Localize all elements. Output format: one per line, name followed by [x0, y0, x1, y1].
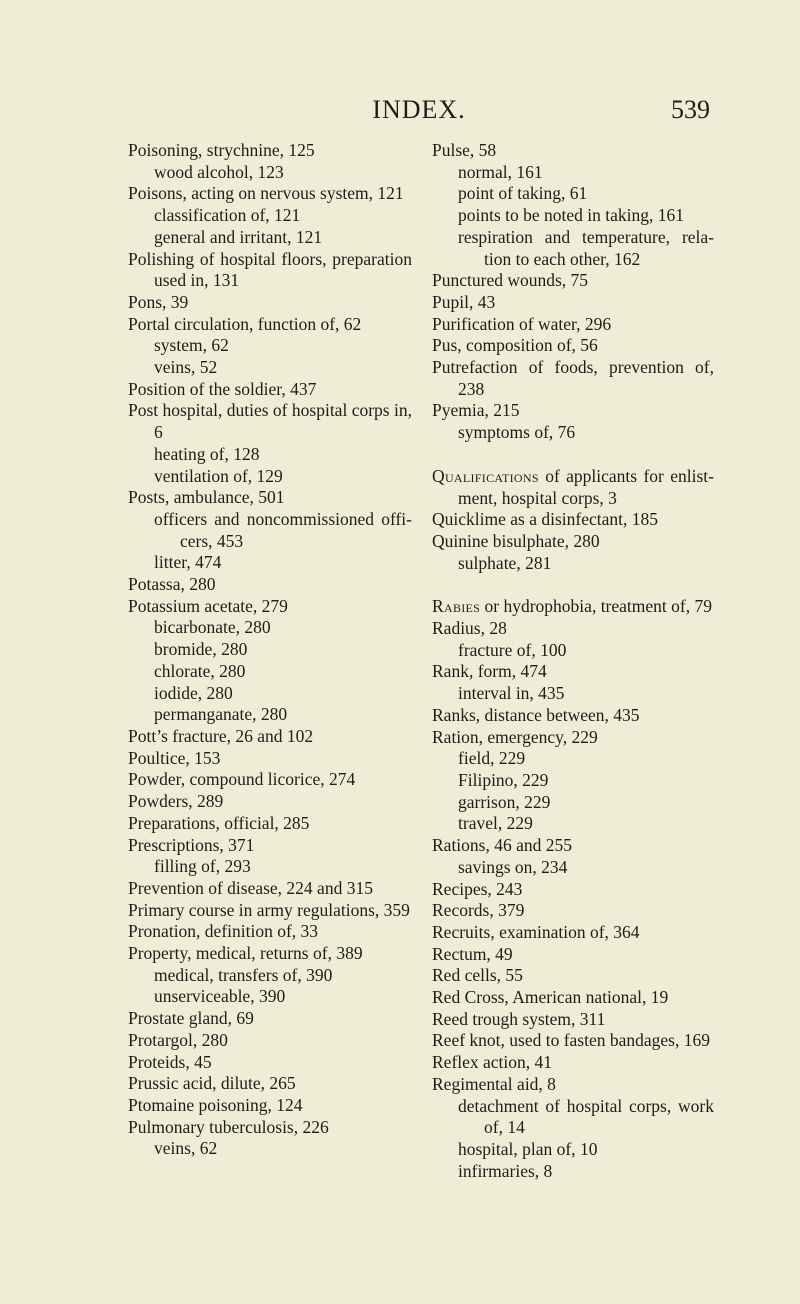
entry-text: Putrefaction of foods, prevention of, 238	[432, 357, 714, 399]
entry-text: Punctured wounds, 75	[432, 270, 589, 291]
index-subentry	[458, 640, 714, 662]
entry-text: Ptomaine poisoning, 124	[128, 1094, 303, 1115]
entry-text: Preparations, official, 285	[128, 812, 310, 833]
entry-text: Rectum, 49	[432, 943, 513, 964]
entry-text: Pott’s fracture, 26 and 102	[128, 725, 314, 746]
entry-text: Poultice, 153	[128, 747, 221, 768]
index-subentry	[458, 553, 714, 575]
entry-text: Rations, 46 and 255	[432, 835, 572, 856]
index-subentry	[154, 683, 412, 705]
index-entry	[128, 921, 412, 943]
entry-text: Pus, composition of, 56	[432, 335, 598, 356]
entry-text: ventilation of, 129	[154, 465, 283, 486]
index-entry	[432, 661, 714, 683]
entry-text: Ration, emergency, 229	[432, 726, 598, 747]
section-gap	[432, 444, 714, 466]
index-subentry	[458, 1161, 714, 1183]
entry-text: Filipino, 229	[458, 769, 549, 790]
index-entry	[128, 813, 412, 835]
entry-text: Post hospital, duties of hospital corps in, 6	[128, 400, 412, 443]
entry-text: garrison, 229	[458, 791, 551, 812]
index-entry	[432, 531, 714, 553]
index-entry	[128, 249, 412, 292]
entry-text: fracture of, 100	[458, 639, 567, 660]
index-entry	[128, 140, 412, 162]
index-subentry	[154, 986, 412, 1008]
entry-text: point of taking, 61	[458, 183, 588, 204]
entry-text: Quicklime as a disinfectant, 185	[432, 509, 658, 530]
index-subentry	[154, 552, 412, 574]
index-entry	[432, 944, 714, 966]
index-entry	[128, 314, 412, 336]
entry-text: symptoms of, 76	[458, 422, 576, 443]
entry-text: Position of the soldier, 437	[128, 378, 317, 399]
index-entry	[128, 292, 412, 314]
entry-text: veins, 62	[154, 1138, 218, 1159]
index-entry	[432, 900, 714, 922]
index-subentry	[154, 856, 412, 878]
index-entry	[432, 879, 714, 901]
index-subentry	[154, 227, 412, 249]
entry-text: Property, medical, returns of, 389	[128, 943, 363, 964]
entry-text: Potassa, 280	[128, 574, 216, 595]
entry-text: Pons, 39	[128, 291, 189, 312]
index-entry	[128, 400, 412, 443]
index-entry	[128, 183, 412, 205]
entry-text: field, 229	[458, 748, 526, 769]
entry-text: normal, 161	[458, 161, 543, 182]
entry-text: filling of, 293	[154, 856, 251, 877]
index-entry	[128, 1008, 412, 1030]
entry-text: detachment of hospital corps, work of, 14	[458, 1095, 714, 1138]
index-entry	[432, 509, 714, 531]
entry-text: bromide, 280	[154, 639, 248, 660]
index-subentry	[154, 444, 412, 466]
index-entry	[432, 335, 714, 357]
section-lead-word: Qualifications	[432, 465, 539, 486]
entry-text: Reed trough system, 311	[432, 1008, 606, 1029]
entry-text: wood alcohol, 123	[154, 161, 284, 182]
entry-text: general and irritant, 121	[154, 226, 323, 247]
index-entry	[432, 705, 714, 727]
entry-text: Regimental aid, 8	[432, 1073, 556, 1094]
entry-text: Quinine bisulphate, 280	[432, 530, 600, 551]
index-entry	[432, 618, 714, 640]
index-entry	[128, 1095, 412, 1117]
entry-text: interval in, 435	[458, 683, 565, 704]
index-entry	[128, 1117, 412, 1139]
index-entry	[128, 1052, 412, 1074]
entry-text: veins, 52	[154, 357, 218, 378]
index-entry	[128, 726, 412, 748]
index-subentry	[154, 965, 412, 987]
entry-text: litter, 474	[154, 552, 222, 573]
index-entry	[432, 727, 714, 749]
entry-text: Portal circulation, function of, 62	[128, 313, 362, 334]
index-entry	[128, 878, 412, 900]
entry-text: infirmaries, 8	[458, 1160, 553, 1181]
entry-text: Reef knot, used to fasten bandages, 169	[432, 1030, 710, 1051]
index-entry	[432, 987, 714, 1009]
index-subentry	[458, 770, 714, 792]
index-entry	[432, 270, 714, 292]
entry-text: Primary course in army regulations, 359	[128, 899, 410, 920]
index-subentry	[154, 335, 412, 357]
entry-text: system, 62	[154, 335, 229, 356]
index-entry	[128, 1073, 412, 1095]
entry-text: Radius, 28	[432, 618, 507, 639]
page-number: 539	[671, 95, 710, 124]
entry-text: Rank, form, 474	[432, 661, 547, 682]
index-subentry	[154, 639, 412, 661]
entry-text: Potassium acetate, 279	[128, 595, 288, 616]
index-subentry	[458, 748, 714, 770]
entry-text: heating of, 128	[154, 443, 260, 464]
entry-text: bicarbonate, 280	[154, 617, 271, 638]
index-entry	[432, 466, 714, 509]
index-subentry	[154, 509, 412, 552]
index-subentry	[458, 183, 714, 205]
entry-text: Prostate gland, 69	[128, 1008, 254, 1029]
entry-text: Posts, ambulance, 501	[128, 487, 285, 508]
entry-text: iodide, 280	[154, 682, 233, 703]
index-entry	[432, 922, 714, 944]
entry-text: Recruits, examination of, 364	[432, 921, 640, 942]
index-subentry	[154, 357, 412, 379]
index-entry	[432, 596, 714, 618]
entry-text: travel, 229	[458, 813, 533, 834]
entry-text: Pronation, definition of, 33	[128, 921, 319, 942]
entry-text: Poisoning, strychnine, 125	[128, 140, 315, 160]
entry-text: Red cells, 55	[432, 965, 523, 986]
entry-text: Records, 379	[432, 900, 525, 921]
index-entry	[128, 835, 412, 857]
entry-text: Protargol, 280	[128, 1029, 228, 1050]
index-entry	[128, 769, 412, 791]
index-entry	[128, 943, 412, 965]
index-subentry	[154, 617, 412, 639]
index-entry	[432, 965, 714, 987]
index-subentry	[154, 661, 412, 683]
index-entry	[432, 357, 714, 400]
entry-text: hospital, plan of, 10	[458, 1138, 598, 1159]
entry-text: savings on, 234	[458, 856, 568, 877]
index-subentry	[458, 205, 714, 227]
entry-text: unserviceable, 390	[154, 986, 286, 1007]
entry-text: Pulmonary tuberculosis, 226	[128, 1116, 329, 1137]
index-entry	[128, 379, 412, 401]
index-subentry	[154, 704, 412, 726]
entry-text: respiration and temperature, rela- tion to each other, 162	[458, 226, 714, 269]
index-entry	[128, 791, 412, 813]
entry-text: Powder, compound licorice, 274	[128, 769, 356, 790]
index-entry	[432, 1074, 714, 1096]
entry-text: sulphate, 281	[458, 552, 552, 573]
entry-text: Pupil, 43	[432, 291, 496, 312]
index-entry	[128, 900, 412, 922]
entry-text: Prescriptions, 371	[128, 834, 255, 855]
index-entry	[432, 314, 714, 336]
entry-text: or hydrophobia, treatment of, 79	[480, 596, 712, 617]
entry-text: permanganate, 280	[154, 704, 288, 725]
index-entry	[128, 748, 412, 770]
entry-text: Polishing of hospital floors, preparation used in, 131	[128, 248, 412, 291]
index-subentry	[154, 466, 412, 488]
section-lead-word: Rabies	[432, 596, 481, 617]
entry-text: of applicants for enlist- ment, hospital corps, 3	[458, 465, 714, 508]
index-entry	[128, 574, 412, 596]
entry-text: Red Cross, American national, 19	[432, 987, 669, 1008]
entry-text: points to be noted in taking, 161	[458, 205, 685, 226]
index-subentry	[154, 162, 412, 184]
index-subentry	[458, 813, 714, 835]
entry-text: Recipes, 243	[432, 878, 523, 899]
entry-text: Prevention of disease, 224 and 315	[128, 877, 373, 898]
entry-text: Poisons, acting on nervous system, 121	[128, 183, 404, 204]
index-entry	[128, 1030, 412, 1052]
entry-text: officers and noncommissioned offi- cers, 453	[154, 508, 412, 551]
entry-text: medical, transfers of, 390	[154, 964, 333, 985]
page-title: INDEX.	[372, 95, 466, 124]
index-entry	[432, 400, 714, 422]
index-subentry	[458, 227, 714, 270]
index-entry	[432, 1030, 714, 1052]
index-entry	[432, 835, 714, 857]
entry-text: Powders, 289	[128, 791, 224, 812]
index-entry	[128, 596, 412, 618]
index-subentry	[458, 683, 714, 705]
index-subentry	[458, 792, 714, 814]
index-subentry	[458, 162, 714, 184]
index-column-left	[128, 140, 412, 1160]
index-entry	[432, 140, 714, 162]
index-entry	[432, 1009, 714, 1031]
index-subentry	[154, 205, 412, 227]
index-entry	[432, 292, 714, 314]
index-subentry	[458, 1096, 714, 1139]
entry-text: Pulse, 58	[432, 140, 497, 160]
index-subentry	[154, 1138, 412, 1160]
index-subentry	[458, 1139, 714, 1161]
entry-text: chlorate, 280	[154, 660, 246, 681]
entry-text: Pyemia, 215	[432, 400, 520, 421]
entry-text: classification of, 121	[154, 205, 301, 226]
entry-text: Ranks, distance between, 435	[432, 704, 640, 725]
entry-text: Purification of water, 296	[432, 313, 612, 334]
index-subentry	[458, 857, 714, 879]
index-entry	[128, 487, 412, 509]
section-gap	[432, 574, 714, 596]
index-entry	[432, 1052, 714, 1074]
index-column-right	[432, 140, 714, 1182]
page-header	[128, 95, 710, 127]
entry-text: Proteids, 45	[128, 1051, 212, 1072]
entry-text: Reflex action, 41	[432, 1052, 553, 1073]
index-subentry	[458, 422, 714, 444]
entry-text: Prussic acid, dilute, 265	[128, 1073, 296, 1094]
